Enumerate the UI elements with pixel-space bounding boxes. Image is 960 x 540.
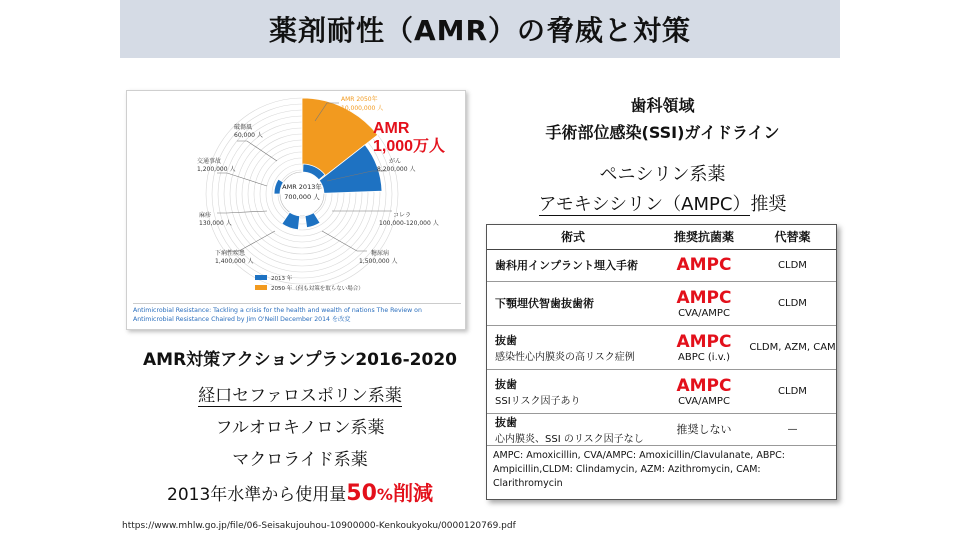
label-diabetes-name: 糖尿病 bbox=[371, 250, 390, 257]
label-cancer-name: がん bbox=[389, 158, 402, 165]
table-row: 歯科用インプラント埋入手術 AMPC CLDM bbox=[487, 249, 836, 281]
pen-line-2: アモキシシリン（AMPC）推奨 bbox=[538, 194, 787, 215]
amr-callout-line2: 1,000万人 bbox=[373, 138, 446, 155]
action-plan-title: AMR対策アクションプラン2016-2020 bbox=[143, 350, 457, 370]
amr-death-chart bbox=[126, 90, 466, 330]
chart-caption: Antimicrobial Resistance: Tackling a crisis for the health and wealth of nations The Review on Antimicrobial Resistance Chaired by Jim O'Neill December 2014 を改変 bbox=[133, 303, 461, 324]
amr-callout-line1: AMR bbox=[373, 120, 410, 137]
heading-ssi: 手術部位感染(SSI)ガイドライン bbox=[545, 123, 780, 142]
label-cholera-name: コレラ bbox=[393, 212, 412, 219]
legend-swatch-2013 bbox=[255, 275, 267, 280]
table-row: 抜歯 心内膜炎、SSI のリスク因子なし 推奨しない — bbox=[487, 413, 836, 445]
legend-2013: 2013 年 bbox=[271, 276, 293, 282]
label-diarrhea-value: 1,400,000 人 bbox=[215, 258, 254, 265]
legend-swatch-2050 bbox=[255, 285, 267, 290]
label-tetanus-value: 60,000 人 bbox=[234, 132, 263, 139]
label-2050-value: 10,000,000 人 bbox=[341, 105, 384, 112]
chart-svg bbox=[127, 91, 467, 303]
heading-dental: 歯科領域 bbox=[630, 96, 695, 115]
label-traffic-value: 1,200,000 人 bbox=[197, 166, 236, 173]
label-tetanus-name: 破傷風 bbox=[234, 124, 253, 131]
center-label-1: AMR 2013年 bbox=[282, 183, 322, 191]
reduction-target: 2013年水準から使用量50%削減 bbox=[167, 481, 433, 506]
label-diarrhea-name: 下痢性疾患 bbox=[215, 250, 246, 257]
label-cancer-value: 8,200,000 人 bbox=[377, 166, 416, 173]
label-measles-name: 麻疹 bbox=[199, 212, 212, 219]
label-traffic-name: 交通事故 bbox=[197, 158, 222, 165]
title-bar bbox=[120, 0, 840, 58]
table-row: 抜歯 SSIリスク因子あり AMPC CVA/AMPC CLDM bbox=[487, 369, 836, 413]
table-row: 抜歯 感染性心内膜炎の高リスク症例 AMPC ABPC (i.v.) CLDM, AZM, CAM bbox=[487, 325, 836, 369]
action-plan-item-fluoroquinolone: フルオロキノロン系薬 bbox=[215, 418, 385, 438]
source-url: https://www.mhlw.go.jp/file/06-Seisakujouhou-10900000-Kenkoukyoku/0000120769.pdf bbox=[122, 521, 516, 531]
table-footnote: AMPC: Amoxicillin, CVA/AMPC: Amoxicillin/Clavulanate, ABPC: Ampicillin,CLDM: Clindamycin, AZM: Azithromycin, CAM: Clarithromycin bbox=[493, 449, 785, 489]
label-measles-value: 130,000 人 bbox=[199, 220, 232, 227]
header-alternative: 代替薬 bbox=[749, 225, 836, 249]
legend-2050: 2050 年（何も対策を取らない場合） bbox=[271, 286, 364, 292]
center-label-2: 700,000 人 bbox=[284, 193, 320, 201]
slide-title: 薬剤耐性（AMR）の脅威と対策 bbox=[268, 14, 692, 47]
header-procedure: 術式 bbox=[487, 225, 659, 249]
penicillin-recommendation bbox=[490, 160, 835, 220]
antibiotic-table bbox=[486, 224, 837, 500]
action-plan-item-macrolide: マクロライド系薬 bbox=[232, 450, 368, 470]
label-2050-title: AMR 2050年 bbox=[341, 96, 378, 103]
pen-line-1: ペニシリン系薬 bbox=[599, 164, 726, 185]
action-plan bbox=[120, 345, 480, 512]
action-plan-item-cephalosporin: 経口セファロスポリン系薬 bbox=[198, 386, 402, 406]
label-diabetes-value: 1,500,000 人 bbox=[359, 258, 398, 265]
label-cholera-value: 100,000-120,000 人 bbox=[379, 220, 439, 227]
table-header-row bbox=[487, 225, 836, 249]
guideline-heading bbox=[490, 92, 835, 146]
header-recommended: 推奨抗菌薬 bbox=[659, 225, 749, 249]
table-row: 下顎埋伏智歯抜歯術 AMPC CVA/AMPC CLDM bbox=[487, 281, 836, 325]
